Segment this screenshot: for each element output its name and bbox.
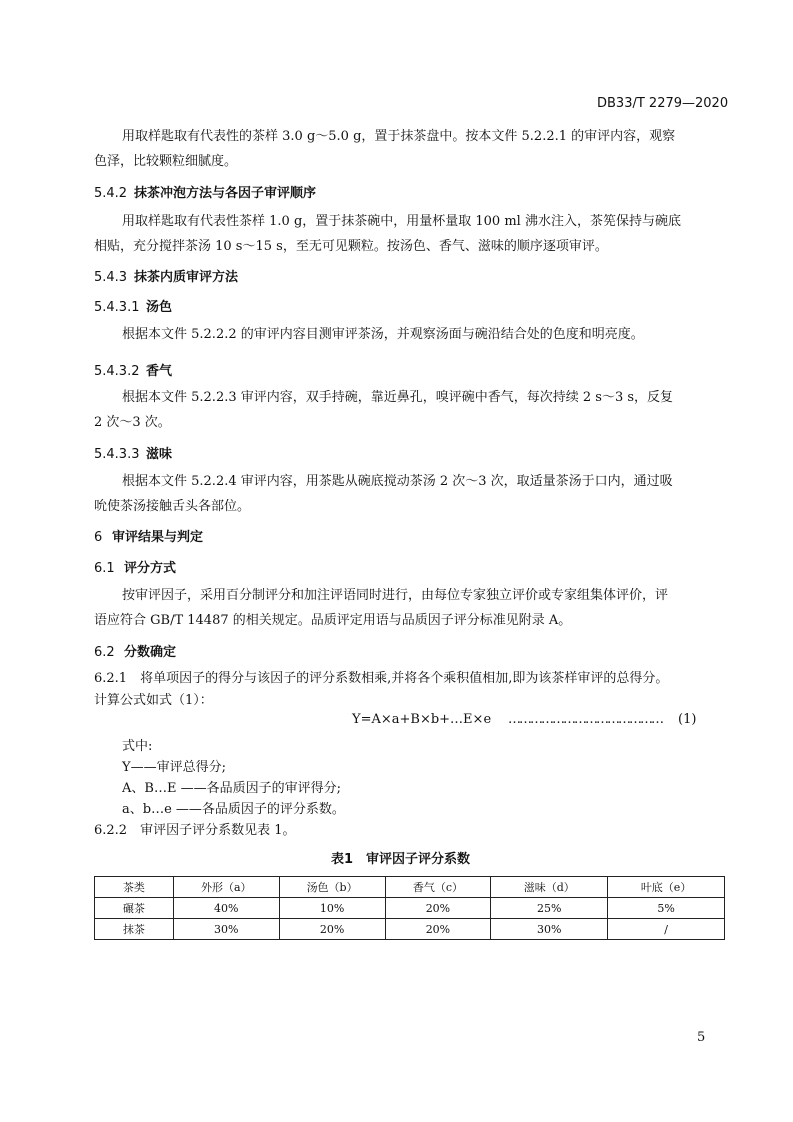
paragraph: 根据本文件 5.2.2.3 审评内容，双手持碗，靠近鼻孔，嗅评碗中香气，每次持续 2 s～3 s，反复 [122, 390, 674, 405]
table-header-row [95, 877, 725, 898]
table-cell: 25% [491, 898, 608, 919]
definition: a、b…e ——各品质因子的评分系数。 [122, 802, 345, 817]
page-number: 5 [697, 1030, 706, 1045]
table-header-cell: 汤色（b） [279, 877, 385, 898]
table-cell: 30% [491, 919, 608, 940]
table-header-cell: 叶底（e） [608, 877, 725, 898]
table-cell: 20% [279, 919, 385, 940]
table-row [95, 919, 725, 940]
document-id: DB33/T 2279—2020 [597, 96, 729, 111]
table-header-cell: 外形（a） [173, 877, 279, 898]
paragraph: 相贴，充分搅拌茶汤 10 s～15 s，至无可见颗粒。按汤色、香气、滋味的顺序逐项审评。 [94, 239, 608, 254]
formula: Y=A×a+B×b+…E×e [352, 712, 492, 727]
paragraph: 6.2.1 将单项因子的得分与该因子的评分系数相乘,并将各个乘积值相加,即为该茶样审评的总得分。 [94, 671, 669, 686]
paragraph: 2 次～3 次。 [94, 415, 171, 430]
table-header-cell: 茶类 [95, 877, 174, 898]
section-heading: 5.4.3 抹茶内质审评方法 [94, 270, 239, 285]
paragraph: 计算公式如式（1）： [94, 693, 213, 708]
table-cell: 20% [385, 919, 491, 940]
table-cell: 30% [173, 919, 279, 940]
section-heading: 5.4.3.2 香气 [94, 364, 173, 379]
table-caption: 表1 审评因子评分系数 [331, 852, 471, 867]
table-cell: 10% [279, 898, 385, 919]
section-heading: 6.2 分数确定 [94, 645, 177, 660]
paragraph: 6.2.2 审评因子评分系数见表 1。 [94, 823, 296, 838]
paragraph: 色泽，比较颗粒细腻度。 [94, 154, 238, 169]
table-header-cell: 滋味（d） [491, 877, 608, 898]
table-cell: 40% [173, 898, 279, 919]
table-cell: / [608, 919, 725, 940]
formula-number: (1) [678, 712, 697, 727]
paragraph: 用取样匙取有代表性茶样 1.0 g，置于抹茶碗中，用量杯量取 100 ml 沸水注入，茶筅保持与碗底 [122, 214, 681, 229]
table-cell: 抹茶 [95, 919, 174, 940]
section-heading: 5.4.3.1 汤色 [94, 300, 173, 315]
paragraph: 根据本文件 5.2.2.4 审评内容，用茶匙从碗底搅动茶汤 2 次～3 次，取适量茶汤于口内，通过吸 [122, 474, 673, 489]
table-cell: 20% [385, 898, 491, 919]
section-heading: 5.4.3.3 滋味 [94, 447, 173, 462]
table-header-cell: 香气（c） [385, 877, 491, 898]
section-heading: 6 审评结果与判定 [94, 530, 204, 545]
table-cell: 5% [608, 898, 725, 919]
paragraph: 语应符合 GB/T 14487 的相关规定。品质评定用语与品质因子评分标准见附录 A。 [94, 613, 572, 628]
table-cell: 碾茶 [95, 898, 174, 919]
definition: A、B…E ——各品质因子的审评得分; [122, 781, 341, 796]
section-heading: 6.1 评分方式 [94, 561, 177, 576]
paragraph: 用取样匙取有代表性的茶样 3.0 g～5.0 g，置于抹茶盘中。按本文件 5.2.2.1 的审评内容，观察 [122, 129, 676, 144]
formula-leader: …………………………………… [508, 712, 662, 727]
section-heading: 5.4.2 抹茶冲泡方法与各因子审评顺序 [94, 186, 317, 201]
where-label: 式中: [122, 739, 153, 754]
paragraph: 吮使茶汤接触舌头各部位。 [94, 499, 251, 514]
coefficient-table [94, 876, 725, 940]
definition: Y——审评总得分; [122, 760, 226, 775]
paragraph: 按审评因子，采用百分制评分和加注评语同时进行，由每位专家独立评价或专家组集体评价，评 [122, 588, 669, 603]
table-row [95, 898, 725, 919]
paragraph: 根据本文件 5.2.2.2 的审评内容目测审评茶汤，并观察汤面与碗沿结合处的色度和明亮度。 [122, 327, 644, 342]
